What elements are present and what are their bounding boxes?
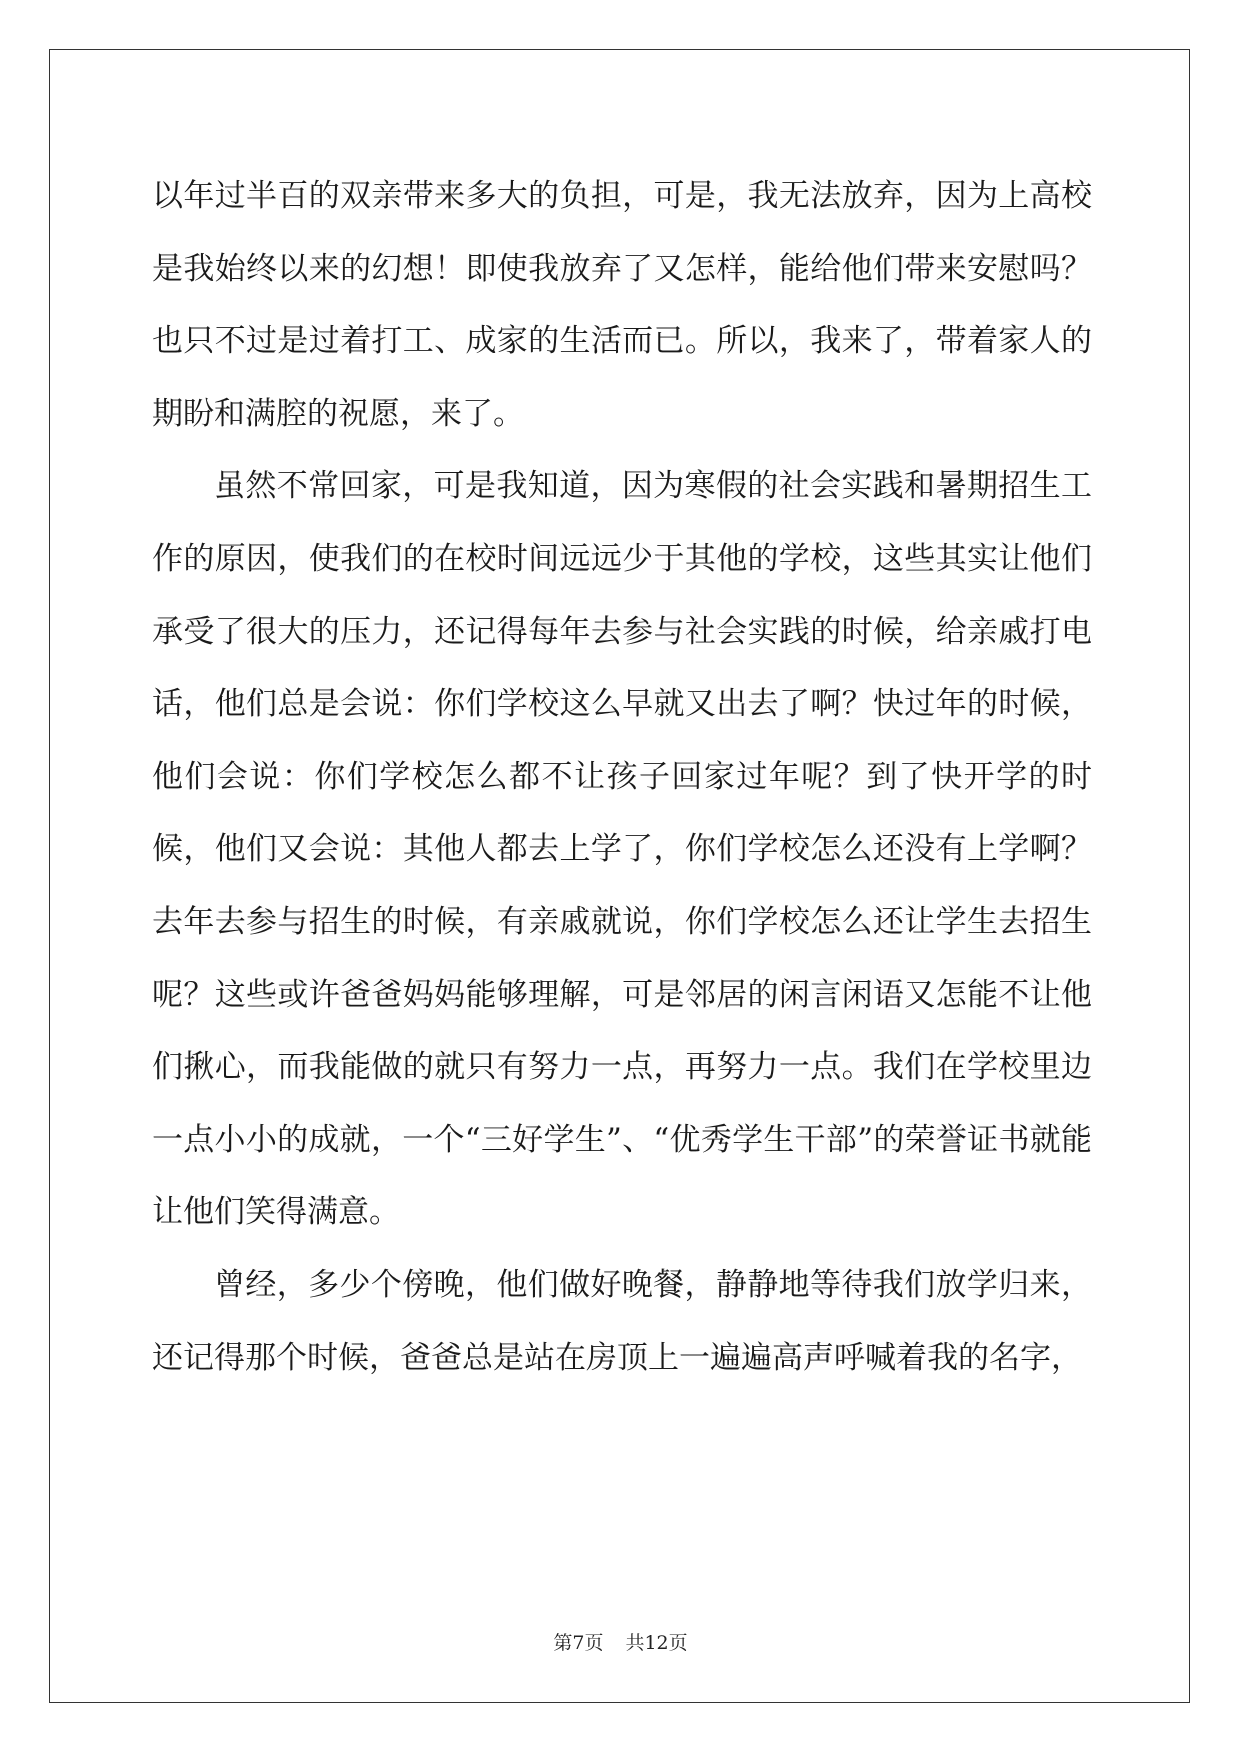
paragraph: 曾经，多少个傍晚，他们做好晚餐，静静地等待我们放学归来，还记得那个时候，爸爸总是站在房顶上一遍遍高声呼喊着我的名字， bbox=[152, 1266, 1092, 1376]
paragraph: 以年过半百的双亲带来多大的负担，可是，我无法放弃，因为上高校是我始终以来的幻想！即使我放弃了又怎样，能给他们带来安慰吗？也只不过是过着打工、成家的生活而已。所以，我来了，带着家人的期盼和满腔的祝愿，来了。 bbox=[152, 178, 1092, 432]
document-body bbox=[152, 160, 1092, 1394]
page-number: 第7页 bbox=[553, 1632, 604, 1654]
page-footer bbox=[0, 1628, 1241, 1655]
page-total: 共12页 bbox=[625, 1632, 688, 1654]
paragraph: 虽然不常回家，可是我知道，因为寒假的社会实践和暑期招生工作的原因，使我们的在校时间远远少于其他的学校，这些其实让他们承受了很大的压力，还记得每年去参与社会实践的时候，给亲戚打电话，他们总是会说：你们学校这么早就又出去了啊？快过年的时候，他们会说：你们学校怎么都不让孩子回家过年呢？到了快开学的时候，他们又会说：其他人都去上学了，你们学校怎么还没有上学啊？去年去参与招生的时候，有亲戚就说，你们学校怎么还让学生去招生呢？这些或许爸爸妈妈能够理解，可是邻居的闲言闲语又怎能不让他们揪心，而我能做的就只有努力一点，再努力一点。我们在学校里边一点小小的成就，一个“三好学生”、“优秀学生干部”的荣誉证书就能让他们笑得满意。 bbox=[152, 468, 1092, 1231]
